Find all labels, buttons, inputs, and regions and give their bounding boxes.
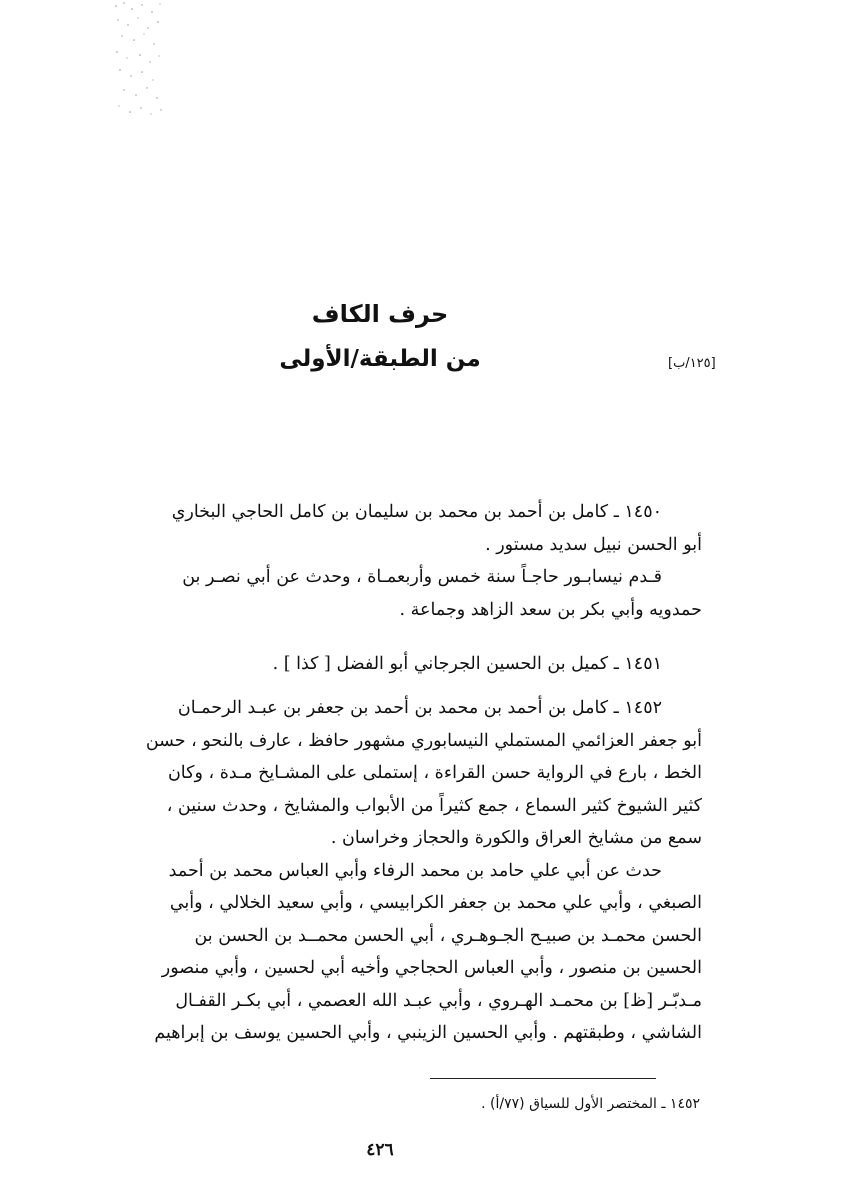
entry-line: الشاشي ، وطبقتهم . وأبي الحسين الزينبي ، وأبي الحسين يوسف بن إبراهيم [154,1023,702,1043]
entry-line: الحسن محمـد بن صبيـح الجـوهـري ، أبي الحسن محمــد بن الحسن بن [194,925,702,946]
entry-line: حمدويه وأبي بكر بن سعد الزاهد وجماعة . [399,599,702,620]
margin-folio-reference: [١٢٥/ب] [668,356,716,371]
entry-line: ١٤٥١ ـ كميل بن الحسين الجرجاني أبو الفضل [ كذا ] . [272,654,662,674]
entry-line: أبو الحسن نبيل سديد مستور . [485,534,702,555]
scan-noise [112,0,164,118]
entry-line: ١٤٥٢ ـ كامل بن أحمد بن محمد بن أحمد بن جعفر بن عبـد الرحمـان [177,698,662,718]
page-number: ٤٢٦ [366,1140,394,1160]
class-heading: من الطبقة/الأولى [279,346,481,372]
entry-line: الخط ، بارع في الرواية حسن القراءة ، إستملى على المشـايخ مـدة ، وكان [167,763,702,783]
entry-line: الصبغي ، وأبي علي محمد بن جعفر الكرابيسي ، وأبي سعيد الخلالي ، وأبي [169,893,702,913]
footnote: ١٤٥٢ ـ المختصر الأول للسياق (٧٧/أ) . [481,1096,700,1112]
entry-line: الحسين بن منصور ، وأبي العباس الحجاجي وأخيه أبي لحسين ، وأبي منصور [161,958,702,978]
entry-1450 [96,496,702,626]
entry-line: مـدبّـر [ظ] بن محمـد الهـروي ، وأبي عبـد الله العصمي ، أبي بكـر القفـال [175,990,702,1011]
entry-1452 [96,692,702,1050]
entry-line: قـدم نيسابـور حاجـاً سنة خمس وأربعمـاة ، وحدث عن أبي نصـر بن [182,567,662,587]
entry-line: أبو جعفر العزائمي المستملي النيسابوري مشهور حافظ ، عارف بالنحو ، حسن [145,730,702,751]
chapter-heading: حرف الكاف [311,300,449,328]
footnote-divider [430,1078,656,1079]
entry-line: ١٤٥٠ ـ كامل بن أحمد بن محمد بن سليمان بن كامل الحاجي البخاري [171,502,662,522]
entry-1451 [96,648,702,681]
entry-line: سمع من مشايخ العراق والكورة والحجاز وخراسان . [330,828,702,848]
entry-line: كثير الشيوخ كثير السماع ، جمع كثيراً من الأبواب والمشايخ ، وحدث سنين ، [166,795,702,816]
entry-line: حدث عن أبي علي حامد بن محمد الرفاء وأبي العباس محمد بن أحمد [168,860,662,881]
